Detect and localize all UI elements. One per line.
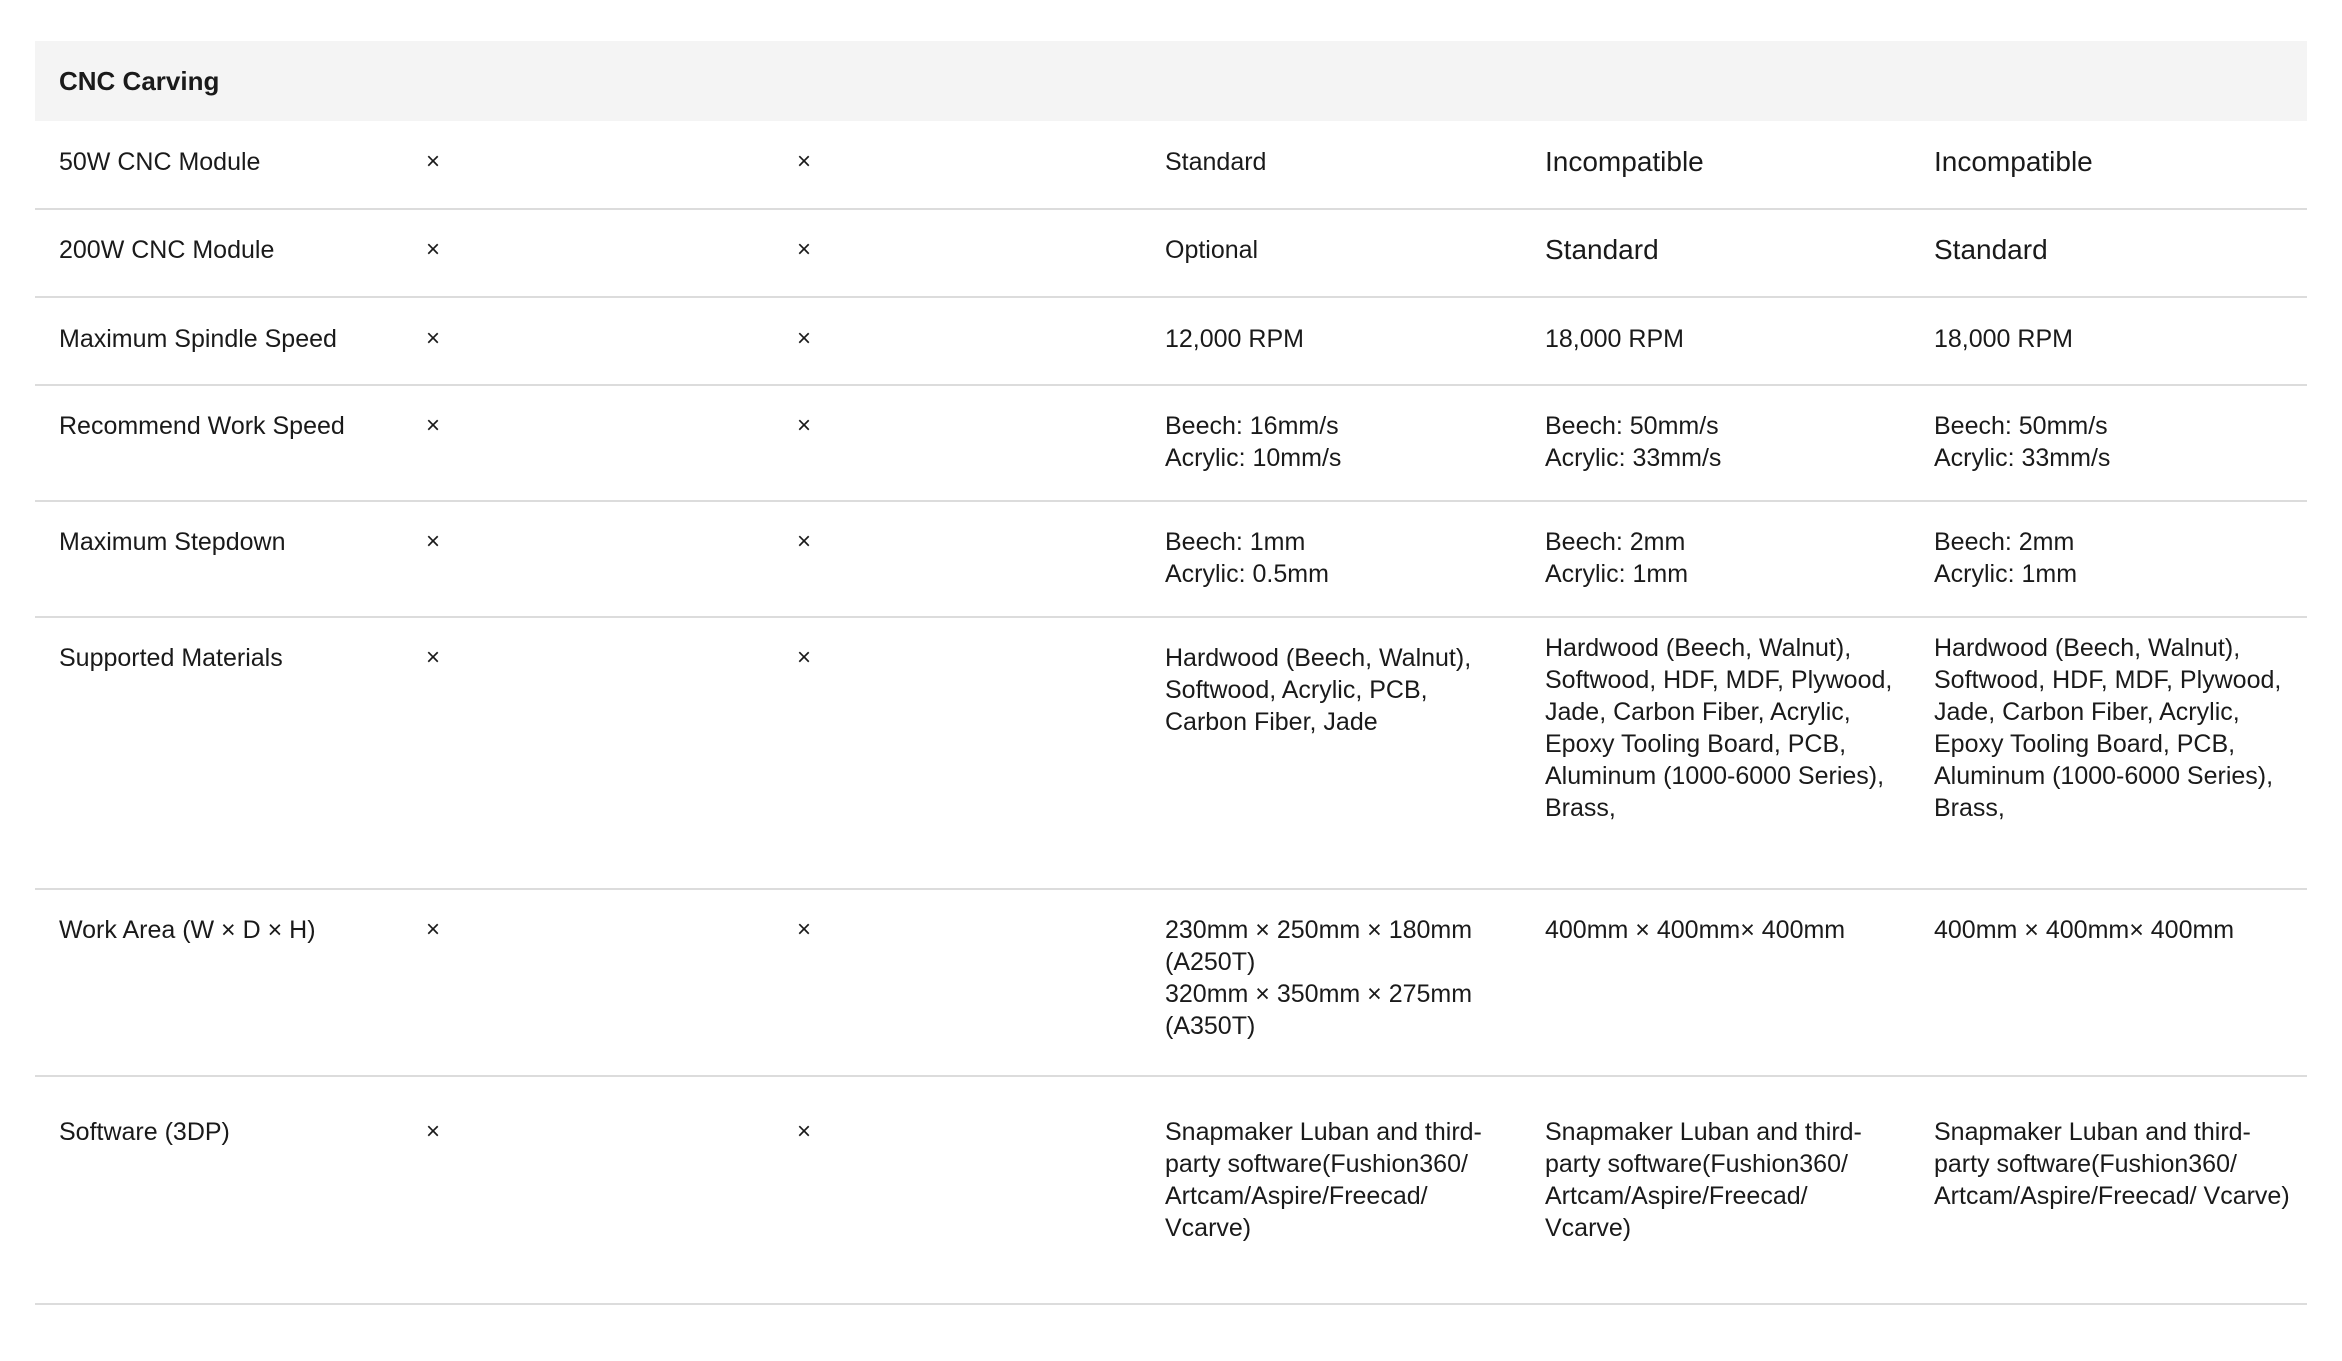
not-supported-mark: ×	[426, 325, 441, 352]
not-supported-mark: ×	[797, 528, 812, 555]
not-supported-mark: ×	[426, 916, 441, 943]
table-row	[35, 386, 2307, 502]
row-label: Supported Materials	[59, 644, 283, 672]
value-line: 320mm × 350mm × 275mm (A350T)	[1165, 980, 1473, 1040]
not-supported-mark: ×	[797, 148, 812, 175]
value-line: Acrylic: 33mm/s	[1545, 444, 1722, 472]
value-line: 230mm × 250mm × 180mm (A250T)	[1165, 916, 1473, 976]
spec-value	[1521, 121, 1910, 208]
not-supported-mark: ×	[426, 236, 441, 263]
value-line: Acrylic: 1mm	[1934, 560, 2078, 588]
value-line: Standard	[1165, 148, 1267, 176]
value-line: Hardwood (Beech, Walnut), Softwood, Acrylic, PCB, Carbon Fiber, Jade	[1165, 644, 1472, 736]
not-supported-mark: ×	[426, 1118, 441, 1145]
row-label: Software (3DP)	[59, 1118, 230, 1146]
value-line: Optional	[1165, 236, 1259, 264]
table-row	[35, 618, 2307, 890]
value-line: Beech: 1mm	[1165, 528, 1306, 556]
table-row	[35, 890, 2307, 1077]
table-row	[35, 1077, 2307, 1305]
table-row	[35, 121, 2307, 210]
not-supported-mark: ×	[797, 325, 812, 352]
not-supported-mark: ×	[426, 148, 441, 175]
row-label: 50W CNC Module	[59, 148, 261, 176]
value-line: Standard	[1934, 234, 2048, 265]
not-supported-mark: ×	[797, 412, 812, 439]
value-line: Beech: 16mm/s	[1165, 412, 1339, 440]
value-line: Acrylic: 1mm	[1545, 560, 1689, 588]
table-row	[35, 502, 2307, 618]
spec-value	[1141, 386, 1521, 500]
table-row	[35, 210, 2307, 298]
row-label: Maximum Stepdown	[59, 528, 286, 556]
value-line: Incompatible	[1545, 146, 1704, 177]
spec-value	[1910, 890, 2307, 1075]
spec-value	[1910, 1077, 2307, 1303]
spec-value	[1521, 298, 1910, 384]
value-line: Acrylic: 33mm/s	[1934, 444, 2111, 472]
spec-value	[1910, 618, 2307, 888]
value-line: Acrylic: 10mm/s	[1165, 444, 1342, 472]
row-label: Work Area (W × D × H)	[59, 916, 316, 944]
value-line: Incompatible	[1934, 146, 2093, 177]
value-line: 18,000 RPM	[1545, 325, 1684, 353]
value-line: Beech: 50mm/s	[1545, 412, 1719, 440]
value-line: Beech: 2mm	[1545, 528, 1686, 556]
not-supported-mark: ×	[797, 916, 812, 943]
table-row	[35, 298, 2307, 386]
spec-value	[1141, 502, 1521, 616]
value-line: 18,000 RPM	[1934, 325, 2073, 353]
spec-value	[1521, 502, 1910, 616]
value-line: 12,000 RPM	[1165, 325, 1304, 353]
spec-value	[1521, 618, 1910, 888]
spec-value	[1141, 298, 1521, 384]
section-title: CNC Carving	[35, 41, 2307, 121]
value-line: Acrylic: 0.5mm	[1165, 560, 1329, 588]
spec-value	[1910, 210, 2307, 296]
not-supported-mark: ×	[797, 644, 812, 671]
spec-value	[1141, 210, 1521, 296]
spec-value	[1141, 618, 1521, 888]
value-line: 400mm × 400mm× 400mm	[1934, 916, 2235, 944]
spec-value	[1910, 121, 2307, 208]
value-line: Beech: 2mm	[1934, 528, 2075, 556]
spec-value	[1910, 386, 2307, 500]
not-supported-mark: ×	[797, 1118, 812, 1145]
spec-value	[1910, 502, 2307, 616]
spec-value	[1521, 1077, 1910, 1303]
row-label: Recommend Work Speed	[59, 412, 345, 440]
spec-value	[1141, 1077, 1521, 1303]
value-line: 400mm × 400mm× 400mm	[1545, 916, 1846, 944]
spec-value	[1521, 386, 1910, 500]
spec-value	[1141, 121, 1521, 208]
row-label: 200W CNC Module	[59, 236, 275, 264]
value-line: Snapmaker Luban and third-party software(Fushion360/ Artcam/Aspire/Freecad/ Vcarve)	[1545, 1118, 1862, 1242]
value-line: Hardwood (Beech, Walnut), Softwood, HDF, MDF, Plywood, Jade, Carbon Fiber, Acrylic, Epoxy Tooling Board, PCB, Aluminum (1000-6000 Series), Brass,	[1545, 634, 1893, 822]
value-line: Hardwood (Beech, Walnut), Softwood, HDF, MDF, Plywood, Jade, Carbon Fiber, Acrylic, Epoxy Tooling Board, PCB, Aluminum (1000-6000 Series), Brass,	[1934, 634, 2282, 822]
value-line: Snapmaker Luban and third-party software(Fushion360/ Artcam/Aspire/Freecad/ Vcarve)	[1934, 1118, 2290, 1210]
spec-comparison-table	[35, 41, 2307, 1305]
value-line: Snapmaker Luban and third-party software(Fushion360/ Artcam/Aspire/Freecad/ Vcarve)	[1165, 1118, 1482, 1242]
spec-value	[1521, 210, 1910, 296]
spec-value	[1521, 890, 1910, 1075]
not-supported-mark: ×	[426, 412, 441, 439]
value-line: Beech: 50mm/s	[1934, 412, 2108, 440]
not-supported-mark: ×	[797, 236, 812, 263]
row-label: Maximum Spindle Speed	[59, 325, 337, 353]
not-supported-mark: ×	[426, 528, 441, 555]
spec-value	[1910, 298, 2307, 384]
value-line: Standard	[1545, 234, 1659, 265]
not-supported-mark: ×	[426, 644, 441, 671]
spec-value	[1141, 890, 1521, 1075]
